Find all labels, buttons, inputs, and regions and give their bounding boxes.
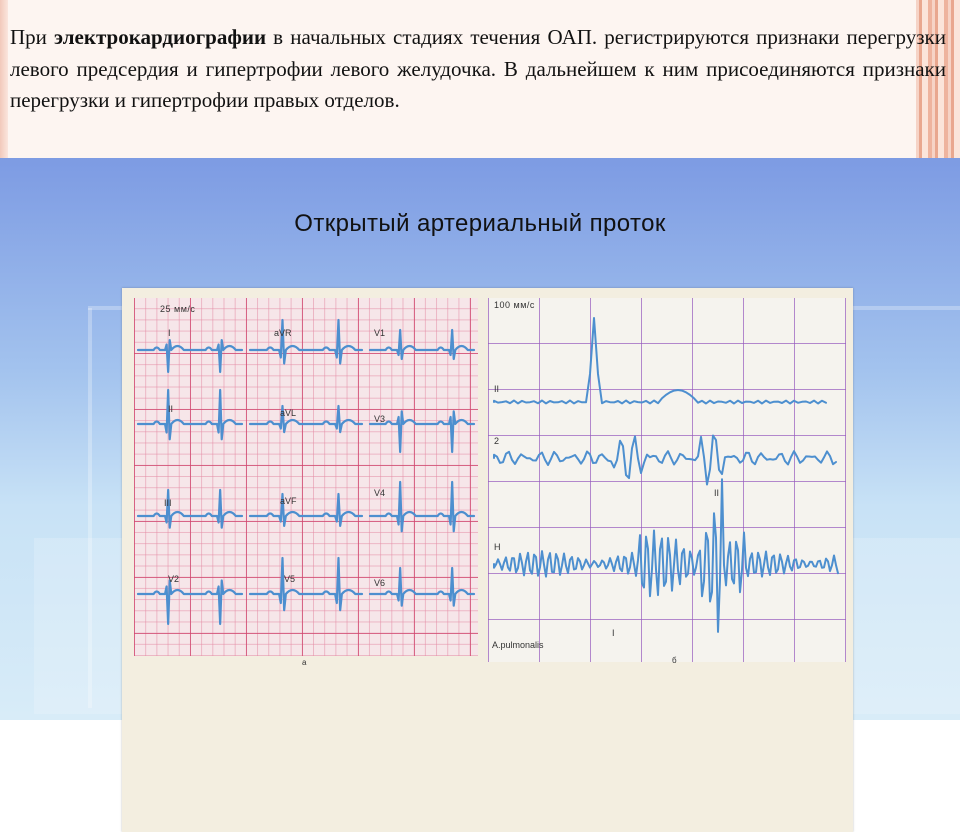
pcg-speed-label: 100 мм/с (494, 300, 535, 310)
ecg-pcg-figure (122, 288, 853, 832)
pcg-high-trace (494, 479, 838, 632)
pcg-marker-label: II (714, 488, 720, 498)
text-panel (0, 0, 960, 158)
ecg-lead-label: III (164, 498, 172, 508)
pcg-site-label: A.pulmonalis (492, 640, 544, 650)
decorative-band (88, 308, 92, 708)
ecg-lead-label: I (168, 328, 171, 338)
ecg-lead-trace (250, 406, 362, 432)
pcg-panel (488, 298, 846, 662)
pcg-caption: б (672, 656, 677, 665)
ecg-lead-label: aVL (280, 408, 297, 418)
ecg-lead-trace (370, 411, 474, 452)
ecg-lead-trace (138, 390, 242, 439)
pcg-traces (488, 298, 846, 662)
ecg-traces (134, 298, 478, 656)
ecg-lead-trace (138, 490, 242, 528)
ecg-lead-label: V5 (284, 574, 296, 584)
ecg-lead-label: aVR (274, 328, 292, 338)
ecg-lead-label: aVF (280, 496, 297, 506)
ecg-lead-label: V4 (374, 488, 386, 498)
ecg-lead-trace (370, 330, 474, 359)
slide-title: Открытый артериальный проток (294, 210, 666, 237)
intro-paragraph (10, 22, 946, 117)
ecg-lead-label: II (168, 404, 174, 414)
ecg-lead-trace (370, 568, 474, 606)
slide-body (0, 158, 960, 720)
ecg-lead-trace (138, 340, 242, 372)
pcg-low-trace (494, 436, 836, 485)
ecg-lead-label: V1 (374, 328, 386, 338)
ecg-lead-label: V2 (168, 574, 180, 584)
ecg-lead-label: V3 (374, 414, 386, 424)
pcg-channel-label: 2 (494, 436, 500, 446)
ecg-lead-trace (250, 558, 362, 610)
pcg-channel-label: H (494, 542, 501, 552)
ecg-lead-trace (250, 494, 362, 526)
intro-rest: в начальных стадиях течения ОАП. регистрируются признаки перегрузки левого предсердия и гипертрофии левого желудочка. В дальнейшем к ним присоединяются признаки перегрузки и гипертрофии правых отделов. (10, 25, 946, 112)
pcg-marker-label: I (612, 628, 615, 638)
pcg-channel-label: II (494, 384, 500, 394)
intro-prefix: При (10, 25, 55, 49)
left-decorative-edge (0, 0, 8, 158)
ecg-lead-trace (370, 482, 474, 531)
ecg-lead-trace (250, 320, 362, 364)
ecg-panel (134, 298, 478, 656)
ecg-caption: а (302, 658, 307, 667)
ecg-lead-trace (138, 581, 242, 625)
intro-term: электрокардиографии (54, 25, 267, 49)
ecg-speed-label: 25 мм/с (160, 304, 196, 314)
pcg-ecg-trace (494, 318, 826, 404)
ecg-lead-label: V6 (374, 578, 386, 588)
